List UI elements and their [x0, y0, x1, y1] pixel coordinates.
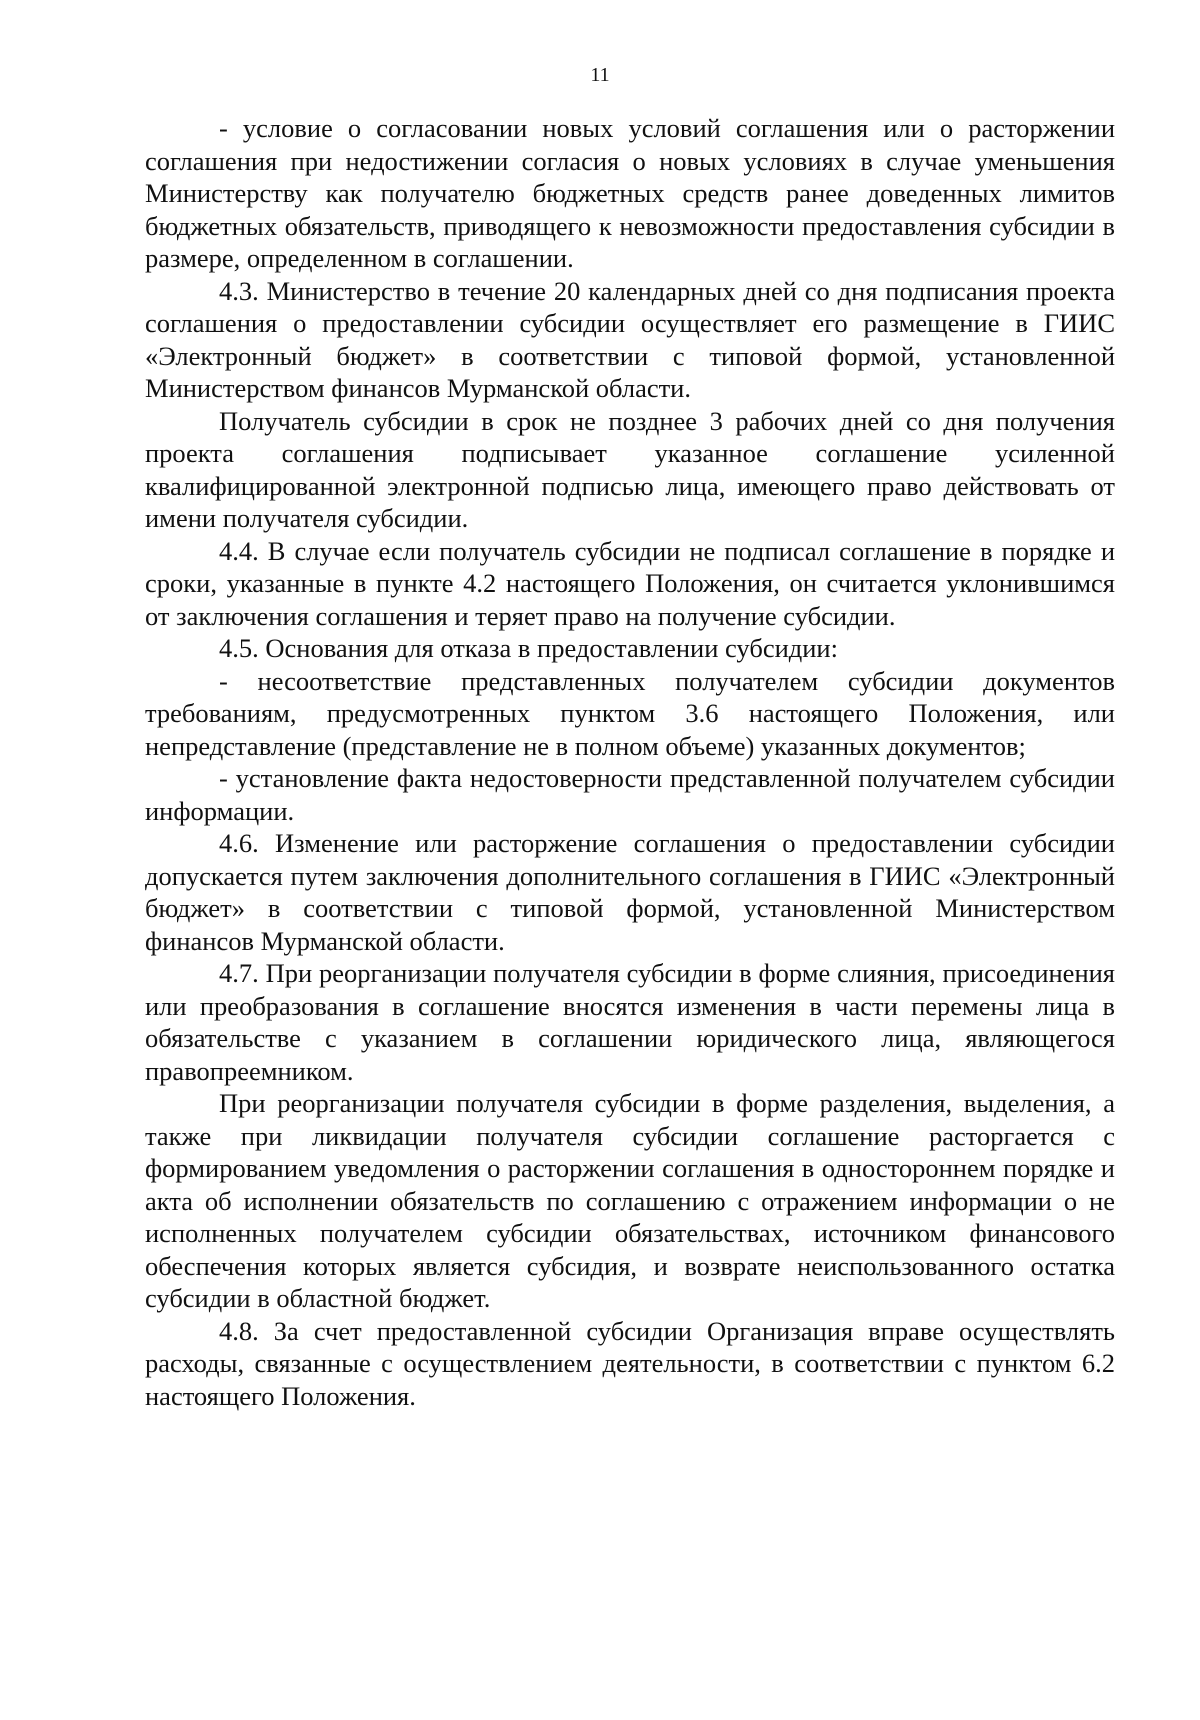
paragraph-recipient-signing: Получатель субсидии в срок не позднее 3 рабочих дней со дня получения проекта соглашения подписывает указанное соглашение усиленной квалифицированной электронной подписью лица, имеющего право действовать от имени получателя субсидии.	[145, 405, 1115, 533]
paragraph-refusal-ground-information: - установление факта недостоверности представленной получателем субсидии информации.	[145, 763, 1115, 826]
paragraph-reorganization-termination: При реорганизации получателя субсидии в форме разделения, выделения, а также при ликвидации получателя субсидии соглашение расторгается с формированием уведомления о расторжении соглашения в одностороннем порядке и акта об исполнении обязательств по соглашению с отражением информации о не исполненных получателем субсидии обязательствах, источником финансового обеспечения которых является субсидия, и возврате неиспользованного остатка субсидии в областной бюджет.	[145, 1088, 1115, 1313]
paragraph-4-4: 4.4. В случае если получатель субсидии не подписал соглашение в порядке и сроки, указанные в пункте 4.2 настоящего Положения, он считается уклонившимся от заключения соглашения и теряет право на получение субсидии.	[145, 535, 1115, 631]
paragraph-4-5: 4.5. Основания для отказа в предоставлении субсидии:	[219, 633, 838, 663]
paragraph-condition-new-terms: - условие о согласовании новых условий соглашения или о расторжении соглашения при недостижении согласия о новых условиях в случае уменьшения Министерству как получателю бюджетных средств ранее доведенных лимитов бюджетных обязательств, приводящего к невозможности предоставления субсидии в размере, определенном в соглашении.	[145, 113, 1115, 273]
paragraph-refusal-ground-documents: - несоответствие представленных получателем субсидии документов требованиям, предусмотренных пунктом 3.6 настоящего Положения, или непредставление (представление не в полном объеме) указанных документов;	[145, 665, 1115, 761]
paragraph-4-3: 4.3. Министерство в течение 20 календарных дней со дня подписания проекта соглашения о предоставлении субсидии осуществляет его размещение в ГИИС «Электронный бюджет» в соответствии с типовой формой, установленной Министерством финансов Мурманской области.	[145, 275, 1115, 403]
paragraph-4-6: 4.6. Изменение или расторжение соглашения о предоставлении субсидии допускается путем заключения дополнительного соглашения в ГИИС «Электронный бюджет» в соответствии с типовой формой, установленной Министерством финансов Мурманской области.	[145, 828, 1115, 956]
page-number: 11	[590, 64, 610, 86]
paragraph-4-7: 4.7. При реорганизации получателя субсидии в форме слияния, присоединения или преобразования в соглашение вносятся изменения в части перемены лица в обязательстве с указанием в соглашении юридического лица, являющегося правопреемником.	[145, 958, 1115, 1086]
paragraph-4-8: 4.8. За счет предоставленной субсидии Организация вправе осуществлять расходы, связанные с осуществлением деятельности, в соответствии с пунктом 6.2 настоящего Положения.	[145, 1315, 1115, 1411]
document-body	[145, 112, 1115, 1412]
